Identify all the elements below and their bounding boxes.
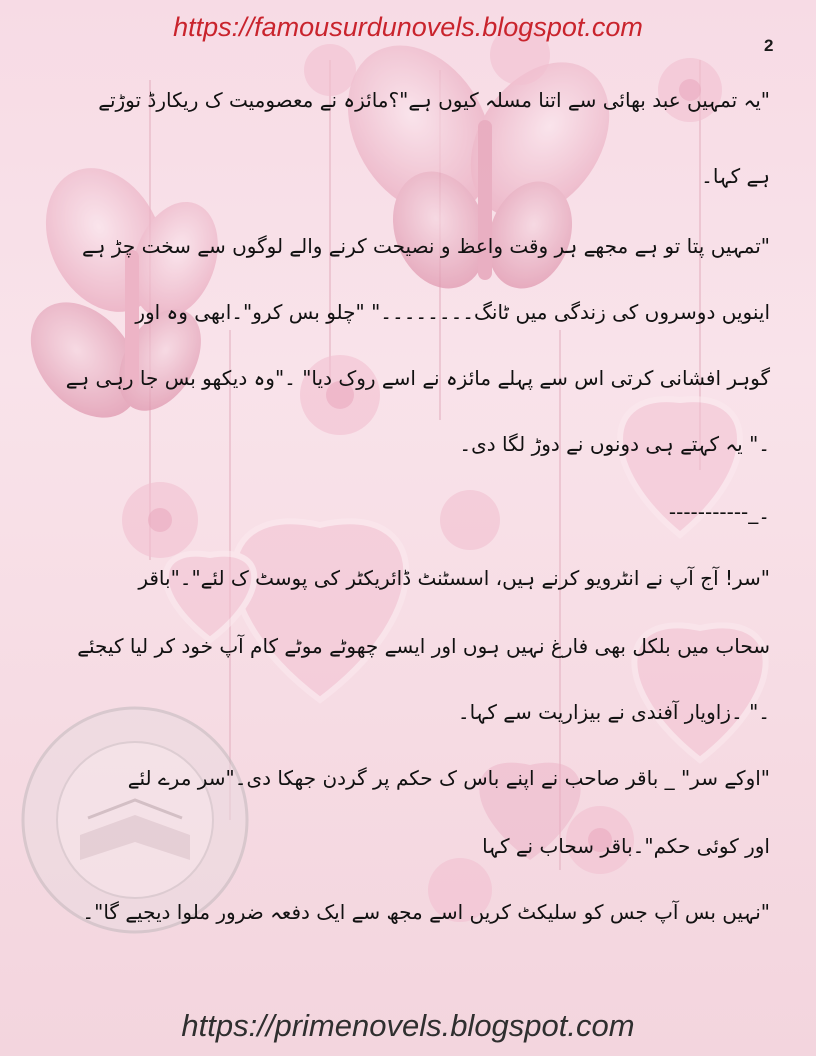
butterfly-top-decoration: [319, 20, 638, 302]
text-line: اور کوئی حکم"۔باقر سحاب نے کہا: [482, 834, 770, 858]
text-line: سحاب میں بلکل بھی فارغ نہیں ہوں اور ایسے چھوٹے موٹے کام آپ خود کر لیا کیجئے: [77, 634, 770, 658]
text-line: "اوکے سر" _ باقر صاحب نے اپنے باس ک حکم پر گردن جھکا دی۔"سر مرے لئے: [127, 766, 770, 790]
text-line: "سر! آج آپ نے انٹرویو کرنے ہیں، اسسٹنٹ ڈائریکٹر کی پوسٹ ک لئے"۔"باقر: [138, 566, 770, 590]
text-line: ۔" یہ کہتے ہی دونوں نے دوڑ لگا دی۔: [459, 432, 770, 456]
text-line: "نہیں بس آپ جس کو سلیکٹ کریں اسے مجھ سے ایک دفعہ ضرور ملوا دیجیے گا"۔: [82, 900, 770, 924]
prime-urdu-novels-seal: [23, 708, 247, 932]
section-divider: ۔_-----------: [668, 500, 770, 524]
page-number: 2: [764, 36, 774, 55]
text-line: ہے کہا۔: [701, 164, 770, 188]
top-site-url[interactable]: https://famousurdunovels.blogspot.com: [173, 12, 643, 42]
bottom-site-url[interactable]: https://primenovels.blogspot.com: [181, 1008, 635, 1043]
butterfly-left-decoration: [9, 149, 233, 439]
text-line: ۔" ۔زاویار آفندی نے بیزاریت سے کہا۔: [457, 700, 770, 724]
text-line: "تمہیں پتا تو ہے مجھے ہر وقت واعظ و نصیحت کرنے والے لوگوں سے سخت چڑ ہے: [82, 234, 770, 258]
text-line: اینویں دوسروں کی زندگی میں ٹانگ۔۔۔۔۔۔۔۔" "چلو بس کرو"۔ابھی وہ اور: [135, 300, 770, 324]
text-line: "یہ تمہیں عبد بھائی سے اتنا مسلہ کیوں ہے"؟مائزہ نے معصومیت ک ریکارڈ توڑتے: [98, 88, 770, 112]
text-line: گوہر افشانی کرتی اس سے پہلے مائزہ نے اسے روک دیا" ۔"وہ دیکھو بس جا رہی ہے: [65, 366, 770, 390]
